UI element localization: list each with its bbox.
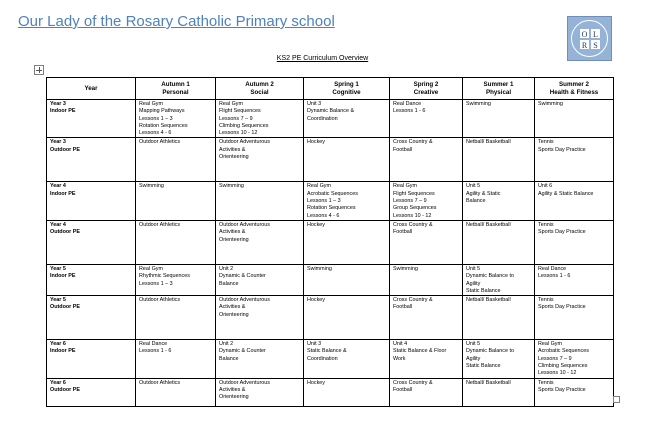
table-cell	[216, 182, 304, 220]
cell-line: Lessons 1 – 3	[139, 115, 173, 122]
cell-line: Outdoor Athletics	[139, 221, 181, 228]
table-cell	[304, 378, 390, 406]
row-header-line: Year 5	[50, 265, 66, 272]
curriculum-table	[46, 77, 614, 407]
cell-line: Static Balance	[466, 287, 501, 294]
table-cell	[216, 220, 304, 264]
table-cell	[463, 220, 535, 264]
cell-line: Netball/ Basketball	[466, 379, 511, 386]
table-cell	[535, 138, 614, 182]
table-cell	[535, 264, 614, 295]
cell-line: Flight Sequences	[393, 190, 435, 197]
table-cell	[390, 264, 463, 295]
cell-line: Climbing Sequences	[219, 122, 269, 129]
cell-line: Agility & Static	[466, 190, 501, 197]
row-header	[47, 100, 136, 138]
cell-line: Football	[393, 386, 413, 393]
cell-line: Work	[393, 355, 406, 362]
table-cell	[136, 182, 216, 220]
cell-line: Sports Day Practice	[538, 304, 586, 311]
cell-line: Tennis	[538, 297, 554, 304]
table-cell	[304, 182, 390, 220]
logo-letter: L	[590, 28, 601, 39]
cell-line: Outdoor Adventurous	[219, 221, 270, 228]
column-header-line: Autumn 1	[161, 81, 190, 89]
row-header-line: Year 6	[50, 379, 66, 386]
table-cell	[463, 100, 535, 138]
cell-line: Football	[393, 146, 413, 153]
cell-line: Tennis	[538, 139, 554, 146]
table-cell	[304, 220, 390, 264]
table-cell	[390, 100, 463, 138]
cell-line: Unit 5	[466, 183, 481, 190]
cell-line: Unit 3	[307, 101, 322, 107]
table-cell	[216, 264, 304, 295]
cell-line: Activities &	[219, 386, 246, 393]
table-row	[47, 138, 614, 182]
cell-line: Acrobatic Sequences	[538, 348, 589, 355]
cell-line: Lessons 10 - 12	[538, 370, 577, 377]
column-header-line: Autumn 2	[245, 81, 274, 89]
table-cell	[216, 340, 304, 378]
cell-line: Static Balance &	[307, 348, 347, 355]
table-cell	[304, 340, 390, 378]
table-row	[47, 100, 614, 138]
cell-line: Unit 4	[393, 341, 408, 348]
row-header	[47, 182, 136, 220]
row-header-line: Outdoor PE	[50, 386, 80, 393]
cell-line: Netball/ Basketball	[466, 139, 511, 146]
cell-line: Rhythmic Sequences	[139, 273, 190, 280]
column-header	[47, 78, 136, 100]
cell-line: Rotation Sequences	[139, 122, 188, 129]
cell-line: Hockey	[307, 139, 325, 146]
cell-line: Rotation Sequences	[307, 205, 356, 212]
table-cell	[136, 264, 216, 295]
cell-line: Real Gym	[393, 183, 417, 190]
cell-line: Climbing Sequences	[538, 363, 588, 370]
cell-line: Balance	[466, 198, 486, 205]
cell-line: Real Dance	[139, 341, 168, 348]
table-cell	[390, 182, 463, 220]
cell-line: Real Gym	[139, 101, 163, 107]
logo-letter-grid	[579, 28, 601, 50]
cell-line: Hockey	[307, 379, 325, 386]
table-cell	[136, 340, 216, 378]
cell-line: Lessons 7 – 9	[538, 355, 572, 362]
column-header	[136, 78, 216, 100]
column-header-line: Social	[250, 89, 269, 96]
table-resize-handle-icon[interactable]	[613, 396, 620, 403]
column-header	[535, 78, 614, 100]
cell-line: Swimming	[538, 101, 563, 107]
cell-line: Outdoor Athletics	[139, 297, 181, 304]
table-cell	[463, 378, 535, 406]
table-cell	[304, 100, 390, 138]
logo-letter: R	[579, 39, 590, 50]
cell-line: Real Dance	[393, 101, 422, 107]
row-header-line: Indoor PE	[50, 348, 76, 355]
cell-line: Cross Country &	[393, 297, 433, 304]
table-cell	[304, 296, 390, 340]
cell-line: Sports Day Practice	[538, 386, 586, 393]
cell-line: Orienteering	[219, 311, 249, 318]
table-cell	[304, 138, 390, 182]
row-header-line: Year 3	[50, 101, 66, 107]
table-cell	[136, 296, 216, 340]
cell-line: Lessons 1 - 6	[139, 348, 172, 355]
cell-line: Lessons 10 - 12	[393, 212, 432, 219]
cell-line: Unit 6	[538, 183, 553, 190]
cell-line: Swimming	[307, 265, 332, 272]
cell-line: Outdoor Adventurous	[219, 297, 270, 304]
table-row	[47, 378, 614, 406]
cell-line: Agility	[466, 355, 481, 362]
table-cell	[463, 182, 535, 220]
column-header-line: Spring 1	[334, 81, 359, 89]
column-header-line: Health & Fitness	[549, 89, 599, 96]
row-header-line: Year 6	[50, 341, 66, 348]
cell-line: Orienteering	[219, 154, 249, 161]
cell-line: Real Gym	[139, 265, 163, 272]
table-cell	[216, 378, 304, 406]
row-header-line: Outdoor PE	[50, 229, 80, 236]
cell-line: Agility	[466, 280, 481, 287]
row-header-line: Indoor PE	[50, 273, 76, 280]
table-cell	[304, 264, 390, 295]
table-cell	[535, 220, 614, 264]
table-cell	[535, 340, 614, 378]
row-header-line: Year 4	[50, 221, 66, 228]
table-header-row	[47, 78, 614, 100]
cell-line: Unit 2	[219, 265, 234, 272]
row-header	[47, 138, 136, 182]
row-header-line: Year 3	[50, 139, 66, 146]
cell-line: Dynamic & Counter	[219, 273, 266, 280]
row-header	[47, 378, 136, 406]
row-header-line: Year 4	[50, 183, 66, 190]
table-row	[47, 220, 614, 264]
cell-line: Lessons 1 – 3	[307, 198, 341, 205]
cell-line: Cross Country &	[393, 379, 433, 386]
cell-line: Lessons 7 – 9	[393, 198, 427, 205]
cell-line: Outdoor Adventurous	[219, 139, 270, 146]
cell-line: Lessons 7 – 9	[219, 115, 253, 122]
cell-line: Tennis	[538, 221, 554, 228]
cell-line: Real Gym	[219, 101, 243, 107]
column-header	[216, 78, 304, 100]
cell-line: Football	[393, 304, 413, 311]
cell-line: Activities &	[219, 146, 246, 153]
logo-letter: S	[590, 39, 601, 50]
cell-line: Static Balance	[466, 363, 501, 370]
table-cell	[216, 138, 304, 182]
table-cell	[535, 182, 614, 220]
cell-line: Swimming	[393, 265, 418, 272]
cell-line: Real Gym	[307, 183, 331, 190]
table-row	[47, 296, 614, 340]
cell-line: Lessons 1 - 6	[393, 108, 426, 115]
cell-line: Sports Day Practice	[538, 229, 586, 236]
cell-line: Balance	[219, 280, 239, 287]
cell-line: Unit 5	[466, 341, 481, 348]
column-header-line: Year	[84, 85, 98, 93]
cell-line: Unit 5	[466, 265, 481, 272]
column-header-line: Summer 1	[483, 81, 514, 89]
school-title: Our Lady of the Rosary Catholic Primary school	[18, 13, 335, 30]
table-cell	[390, 220, 463, 264]
column-header	[463, 78, 535, 100]
table-cell	[136, 138, 216, 182]
cell-line: Acrobatic Sequences	[307, 190, 358, 197]
table-cell	[390, 296, 463, 340]
table-move-handle-icon[interactable]	[34, 65, 44, 75]
table-cell	[535, 100, 614, 138]
row-header-line: Outdoor PE	[50, 146, 80, 153]
table-cell	[136, 220, 216, 264]
row-header	[47, 340, 136, 378]
cell-line: Dynamic Balance to	[466, 348, 514, 355]
table-cell	[390, 340, 463, 378]
table-cell	[463, 138, 535, 182]
table-cell	[463, 296, 535, 340]
cell-line: Cross Country &	[393, 139, 433, 146]
table-cell	[535, 378, 614, 406]
table-cell	[463, 340, 535, 378]
cell-line: Real Dance	[538, 265, 567, 272]
cell-line: Netball/ Basketball	[466, 297, 511, 304]
cell-line: Lessons 1 - 6	[538, 273, 571, 280]
column-header-line: Personal	[162, 89, 189, 96]
cell-line: Tennis	[538, 379, 554, 386]
row-header	[47, 220, 136, 264]
table-cell	[535, 296, 614, 340]
cell-line: Activities &	[219, 304, 246, 311]
cell-line: Hockey	[307, 297, 325, 304]
table-cell	[390, 378, 463, 406]
cell-line: Activities &	[219, 229, 246, 236]
table-row	[47, 264, 614, 295]
cell-line: Unit 3	[307, 341, 322, 348]
cell-line: Outdoor Athletics	[139, 379, 181, 386]
logo-letter: O	[579, 28, 590, 39]
cell-line: Mapping Pathways	[139, 108, 185, 115]
column-header-line: Creative	[413, 89, 439, 96]
cell-line: Dynamic Balance to	[466, 273, 514, 280]
cell-line: Lessons 4 - 6	[139, 130, 172, 137]
cell-line: Outdoor Athletics	[139, 139, 181, 146]
row-header-line: Outdoor PE	[50, 304, 80, 311]
cell-line: Outdoor Adventurous	[219, 379, 270, 386]
column-header	[304, 78, 390, 100]
cell-line: Lessons 1 – 3	[139, 280, 173, 287]
table-cell	[216, 100, 304, 138]
cell-line: Real Gym	[538, 341, 562, 348]
cell-line: Football	[393, 229, 413, 236]
cell-line: Unit 2	[219, 341, 234, 348]
table-cell	[136, 378, 216, 406]
row-header-line: Indoor PE	[50, 108, 76, 115]
cell-line: Orienteering	[219, 236, 249, 243]
table-cell	[216, 296, 304, 340]
cell-line: Orienteering	[219, 394, 249, 401]
cell-line: Balance	[219, 355, 239, 362]
cell-line: Flight Sequences	[219, 108, 261, 115]
document-subtitle: KS2 PE Curriculum Overview	[276, 55, 369, 62]
cell-line: Coordination	[307, 115, 338, 122]
cell-line: Swimming	[466, 101, 491, 107]
table-row	[47, 182, 614, 220]
cell-line: Lessons 10 - 12	[219, 130, 258, 137]
column-header	[390, 78, 463, 100]
cell-line: Static Balance & Floor	[393, 348, 447, 355]
cell-line: Netball/ Basketball	[466, 221, 511, 228]
table-cell	[136, 100, 216, 138]
column-header-line: Spring 2	[413, 81, 439, 89]
column-header-line: Summer 2	[559, 81, 589, 89]
row-header-line: Indoor PE	[50, 190, 76, 197]
cell-line: Swimming	[219, 183, 244, 190]
table-cell	[463, 264, 535, 295]
row-header	[47, 296, 136, 340]
table-cell	[390, 138, 463, 182]
row-header-line: Year 5	[50, 297, 66, 304]
cell-line: Lessons 4 - 6	[307, 212, 340, 219]
cell-line: Cross Country &	[393, 221, 433, 228]
cell-line: Coordination	[307, 355, 338, 362]
cell-line: Hockey	[307, 221, 325, 228]
row-header	[47, 264, 136, 295]
cell-line: Group Sequences	[393, 205, 437, 212]
cell-line: Dynamic Balance &	[307, 108, 355, 115]
cell-line: Agility & Static Balance	[538, 190, 594, 197]
cell-line: Sports Day Practice	[538, 146, 586, 153]
cell-line: Swimming	[139, 183, 164, 190]
column-header-line: Physical	[485, 89, 512, 96]
cell-line: Dynamic & Counter	[219, 348, 266, 355]
column-header-line: Cognitive	[332, 89, 361, 96]
table-row	[47, 340, 614, 378]
